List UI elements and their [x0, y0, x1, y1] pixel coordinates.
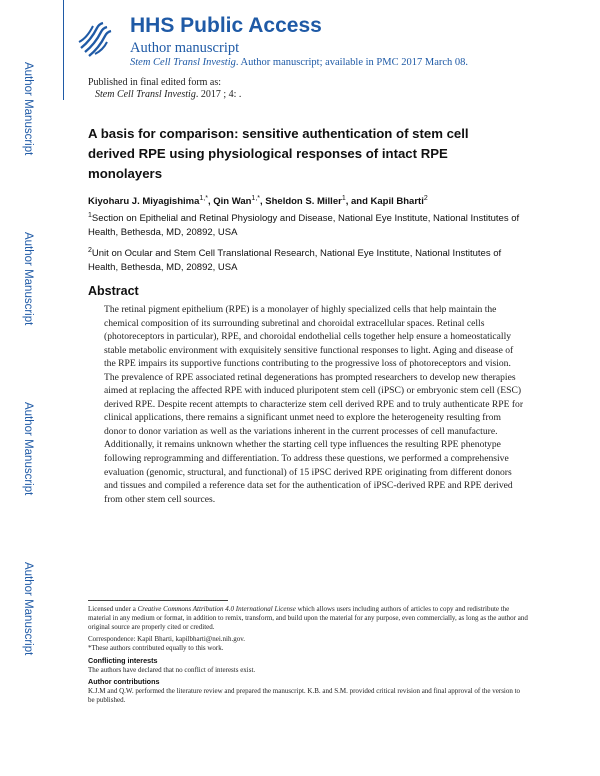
- header-divider: [63, 0, 64, 100]
- article-title: A basis for comparison: sensitive authentication of stem cell derived RPE using physiological responses of intact RPE monolayers: [88, 126, 469, 181]
- license-footnote: [88, 605, 528, 633]
- author-affiliation-marker: 1,*: [251, 195, 260, 202]
- conflict-text: The authors have declared that no conflict of interests exist.: [88, 666, 256, 674]
- author-manuscript-subtitle: Author manuscript: [130, 40, 240, 56]
- published-citation: [95, 89, 241, 100]
- affiliation: [88, 244, 528, 275]
- license-post: which allows users including authors of articles to copy and redistribute the material in any medium or format, in addition to remix, transform, and build upon the material for any purpose, even commercially, as long as the author and original source are properly cited or credited.: [88, 605, 528, 632]
- affiliation-text: Unit on Ocular and Stem Cell Translational Research, National Eye Institute, National Institutes of Health, Bethesda, MD, 20892, USA: [88, 248, 502, 274]
- published-rest: . 2017 ; 4: .: [195, 89, 242, 100]
- author-affiliation-marker: 1: [341, 195, 346, 202]
- author-name: Qin Wan: [213, 196, 252, 208]
- hhs-eagle-logo-icon: [77, 18, 115, 60]
- citation-line: [130, 57, 468, 68]
- published-journal: Stem Cell Transl Investig: [95, 89, 196, 100]
- affiliation-marker: 2: [88, 247, 92, 254]
- hhs-public-access-title: HHS Public Access: [130, 14, 322, 37]
- author-name: Kapil Bharti: [370, 196, 424, 208]
- footnote-divider: [88, 600, 228, 601]
- abstract-body: The retinal pigment epithelium (RPE) is a monolayer of highly specialized cells that help maintain the chemical composition of its surrounding subretinal and choroidal extracellular spaces. Retinal cells (photoreceptors in particular), RPE, and choroidal endothelial cells together help ensure a homeostatically stable metabolic environment with exquisitely sensitive functional responses to light. Aging and disease of the RPE impairs its supportive functions contributing to the progressive loss of photoreceptors and vision. The prevalence of RPE associated retinal degenerations has prompted researchers to develop new therapies aimed at replacing the affected RPE with induced pluripotent stem cell (iPSC) or embryonic stem cell (ESC) derived RPE. Despite recent attempts to characterize stem cell derived RPE and to truly authenticate RPE for clinical applications, there remains a significant unmet need to explore the heterogeneity resulting from donor to donor variation as well as the variations inherent in the current processes of cell manufacture. Additionally, it remains unknown whether the starting cell type influences the resulting RPE phenotype following reprogramming and differentiation. To address these questions, we performed a comprehensive evaluation (genomic, structural, and functional) of 15 iPSC derived RPE originating from different donors and tissues and compiled a reference data set for the authentication of iPSC-derived RPE and RPE derived from other stem cell sources.: [104, 304, 524, 505]
- conflict-heading: Conflicting interests: [88, 656, 158, 665]
- license-link[interactable]: Creative Commons Attribution 4.0 International License: [137, 605, 296, 613]
- affiliation-text: Section on Epithelial and Retinal Physiology and Disease, National Eye Institute, National Institutes of Health, Bethesda, MD, 20892, USA: [88, 213, 520, 239]
- affiliation-marker: 1: [88, 212, 92, 219]
- author-affiliation-marker: 2: [423, 195, 428, 202]
- side-label-author-manuscript: Author Manuscript: [22, 562, 34, 656]
- contributions-heading: Author contributions: [88, 677, 160, 686]
- citation-journal: Stem Cell Transl Investig: [130, 57, 236, 68]
- side-label-author-manuscript: Author Manuscript: [22, 402, 34, 496]
- author-list: Kiyoharu J. Miyagishima$^{1,*}$, Qin Wan$^{1,*}$, Sheldon S. Miller$^1$, and Kapil Bharti$^2$: [88, 195, 428, 208]
- contributions-text: K.J.M and Q.W. performed the literature review and prepared the manuscript. K.B. and S.M. provided critical revision and final approval of the version to be published.: [88, 687, 521, 705]
- equal-contribution-footnote: *These authors contributed equally to this work.: [88, 644, 224, 652]
- correspondence-footnote: Correspondence: Kapil Bharti, kapilbharti@nei.nih.gov.: [88, 635, 246, 643]
- author-name: Kiyoharu J. Miyagishima: [88, 196, 200, 208]
- abstract-heading: Abstract: [88, 284, 139, 298]
- affiliation: [88, 209, 528, 240]
- side-label-author-manuscript: Author Manuscript: [22, 232, 34, 326]
- citation-rest: . Author manuscript; available in PMC 2017 March 08.: [235, 57, 469, 68]
- license-pre: Licensed under a: [88, 605, 138, 613]
- published-line: Published in final edited form as:: [88, 77, 222, 88]
- author-affiliation-marker: 1,*: [199, 195, 208, 202]
- author-name: Sheldon S. Miller: [265, 196, 342, 208]
- side-label-author-manuscript: Author Manuscript: [22, 62, 34, 156]
